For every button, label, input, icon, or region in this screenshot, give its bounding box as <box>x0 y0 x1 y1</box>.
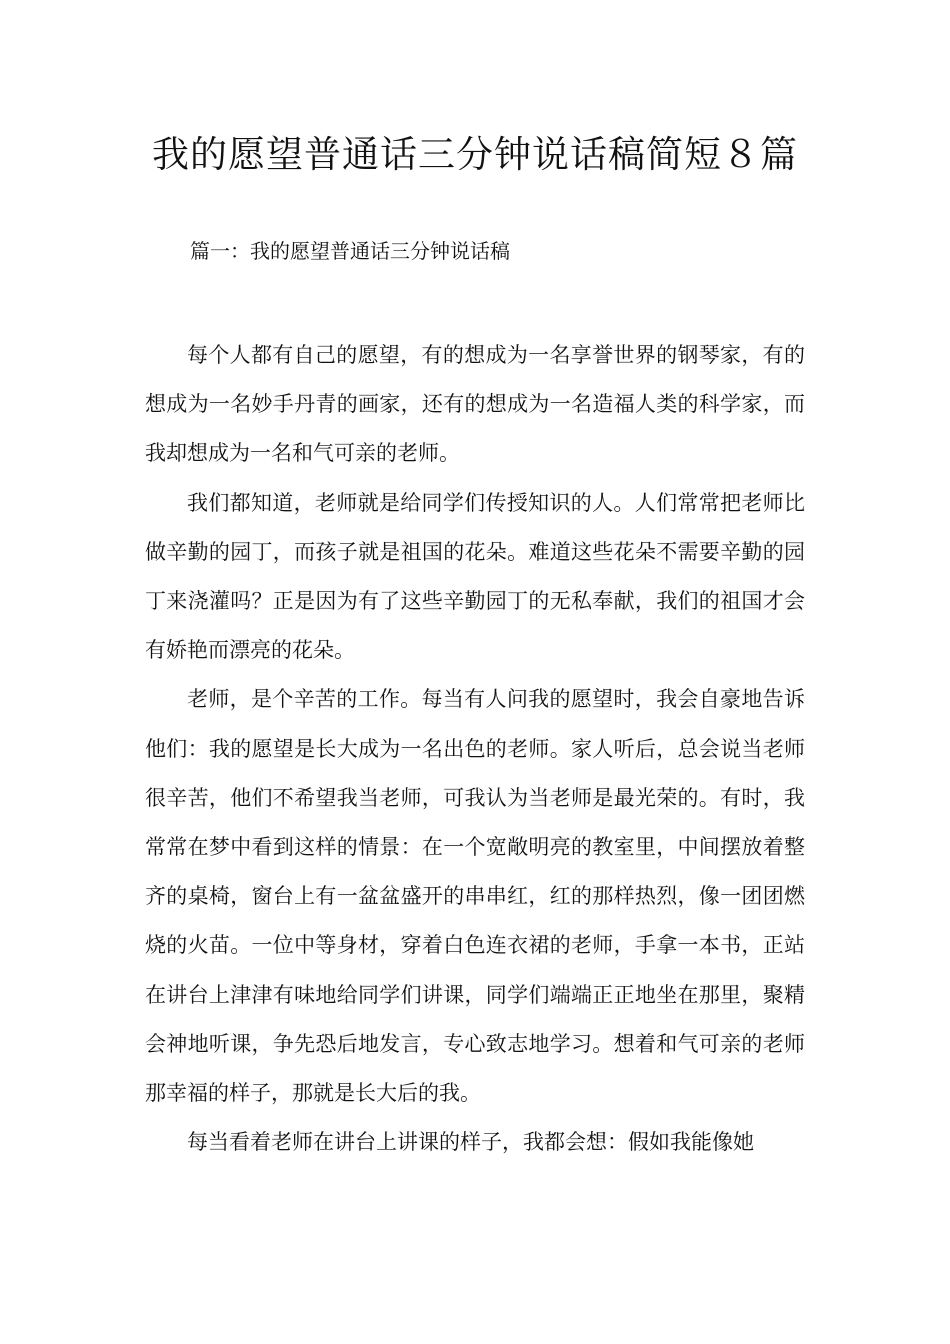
paragraph-2: 我们都知道，老师就是给同学们传授知识的人。人们常常把老师比做辛勤的园丁，而孩子就是祖国的花朵。难道这些花朵不需要辛勤的园丁来浇灌吗？正是因为有了这些辛勤园丁的无私奉献，我们的祖国才会有娇艳而漂亮的花朵。 <box>145 490 805 663</box>
document-title: 我的愿望普通话三分钟说话稿简短８篇 <box>152 133 798 176</box>
paragraph-3: 老师，是个辛苦的工作。每当有人问我的愿望时，我会自豪地告诉他们：我的愿望是长大成为一名出色的老师。家人听后，总会说当老师很辛苦，他们不希望我当老师，可我认为当老师是最光荣的。有时，我常常在梦中看到这样的情景：在一个宽敞明亮的教室里，中间摆放着整齐的桌椅，窗台上有一盆盆盛开的串串红，红的那样热烈，像一团团燃烧的火苗。一位中等身材，穿着白色连衣裙的老师，手拿一本书，正站在讲台上津津有味地给同学们讲课，同学们端端正正地坐在那里，聚精会神地听课，争先恐后地发言，专心致志地学习。想着和气可亲的老师那幸福的样子，那就是长大后的我。 <box>145 687 805 1106</box>
paragraph-4: 每当看着老师在讲台上讲课的样子，我都会想：假如我能像她 <box>187 1130 754 1155</box>
section-heading: 篇一：我的愿望普通话三分钟说话稿 <box>190 239 510 263</box>
paragraph-1: 每个人都有自己的愿望，有的想成为一名享誉世界的钢琴家，有的想成为一名妙手丹青的画家，还有的想成为一名造福人类的科学家，而我却想成为一名和气可亲的老师。 <box>145 343 805 466</box>
document-body <box>145 331 805 1167</box>
